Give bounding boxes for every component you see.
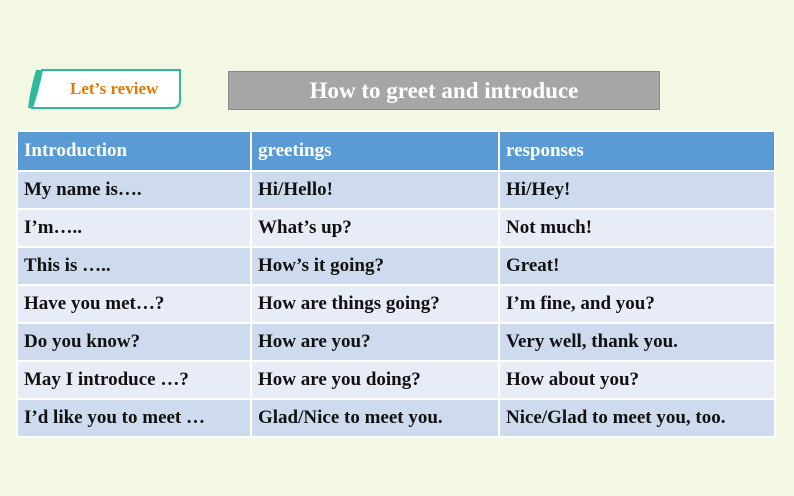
table-cell: Great! [499, 247, 775, 285]
table-cell: Hi/Hello! [251, 171, 499, 209]
review-label: Let’s review [70, 79, 159, 98]
table-cell: This is ….. [17, 247, 251, 285]
table-cell: How are things going? [251, 285, 499, 323]
table-cell: May I introduce …? [17, 361, 251, 399]
table-row [17, 361, 775, 399]
table-cell: How are you doing? [251, 361, 499, 399]
table-cell: How about you? [499, 361, 775, 399]
table-cell: Hi/Hey! [499, 171, 775, 209]
table-row [17, 171, 775, 209]
page-title: How to greet and introduce [228, 71, 660, 110]
table-cell: I’d like you to meet … [17, 399, 251, 437]
table-cell: How’s it going? [251, 247, 499, 285]
table-cell: Nice/Glad to meet you, too. [499, 399, 775, 437]
table-row [17, 209, 775, 247]
table-row [17, 247, 775, 285]
table-cell: I’m….. [17, 209, 251, 247]
table-cell: I’m fine, and you? [499, 285, 775, 323]
table-header-row [17, 131, 775, 171]
column-header-introduction: Introduction [17, 131, 251, 171]
table-cell: Do you know? [17, 323, 251, 361]
greetings-table [16, 130, 776, 438]
review-tab [28, 68, 184, 110]
table-cell: Not much! [499, 209, 775, 247]
column-header-greetings: greetings [251, 131, 499, 171]
table-row [17, 399, 775, 437]
table-cell: How are you? [251, 323, 499, 361]
table-cell: Have you met…? [17, 285, 251, 323]
table-row [17, 285, 775, 323]
table-cell: My name is…. [17, 171, 251, 209]
table-cell: Glad/Nice to meet you. [251, 399, 499, 437]
table-cell: What’s up? [251, 209, 499, 247]
table-cell: Very well, thank you. [499, 323, 775, 361]
table-row [17, 323, 775, 361]
column-header-responses: responses [499, 131, 775, 171]
